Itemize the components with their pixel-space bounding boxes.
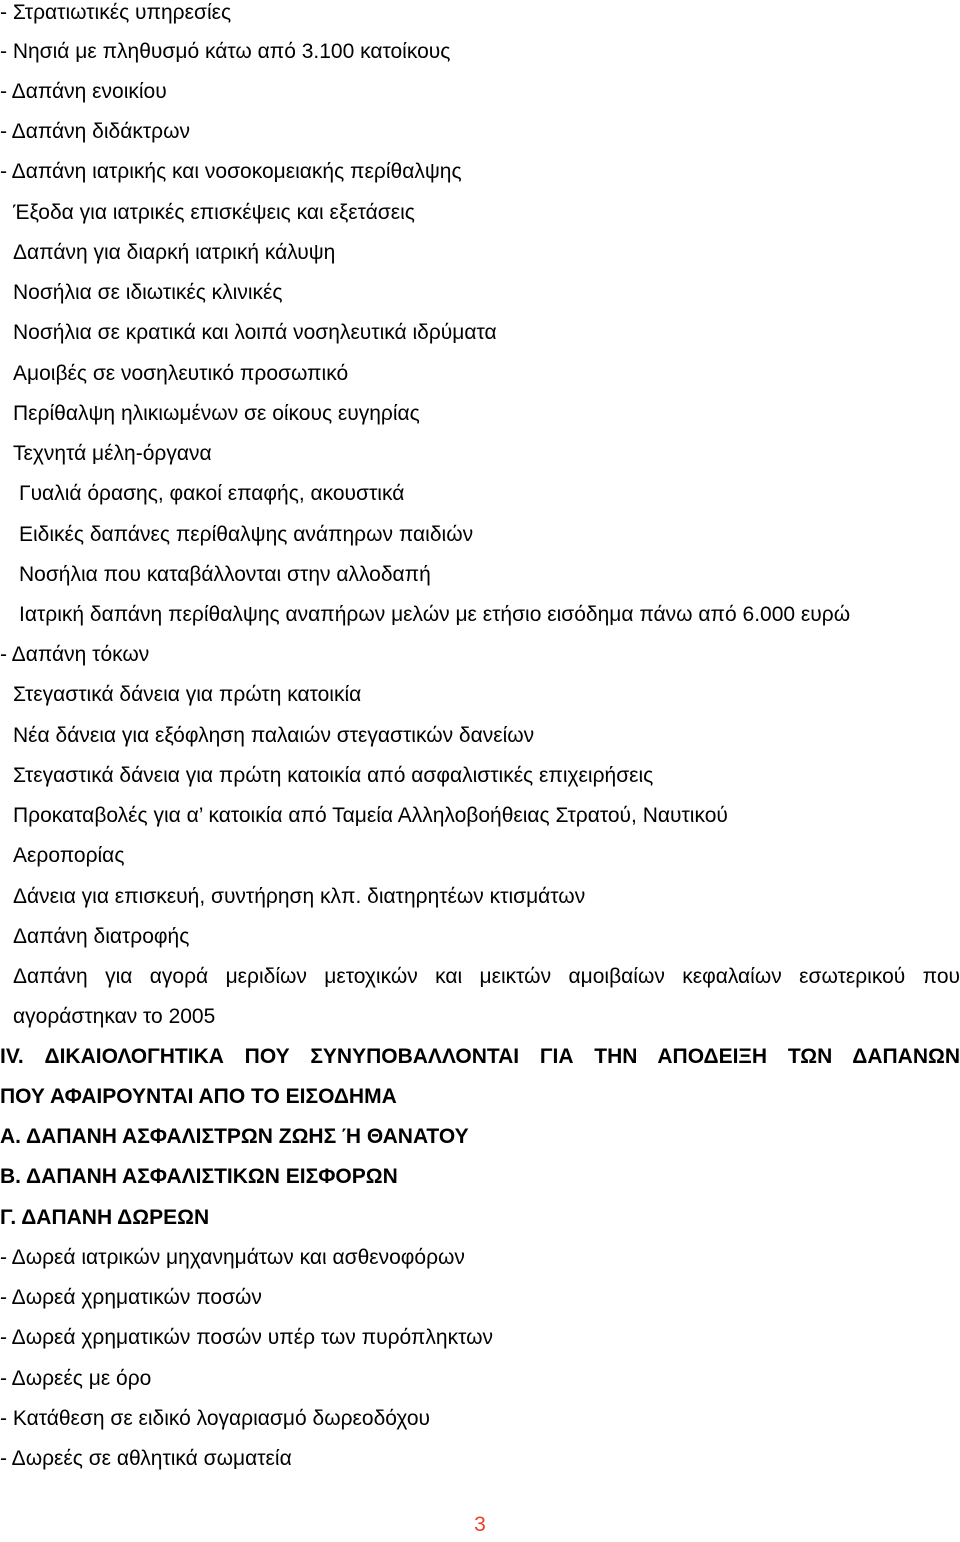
list-item: - Δωρεά χρηματικών ποσών υπέρ των πυρόπληκτων [0,1326,493,1349]
interest-item: αγοράστηκαν το 2005 [13,1005,216,1028]
interest-item: Στεγαστικά δάνεια για πρώτη κατοικία από ασφαλιστικές επιχειρήσεις [13,764,654,787]
medical-item: Νοσήλια που καταβάλλονται στην αλλοδαπή [19,563,431,586]
section-heading: ΠΟΥ ΑΦΑΙΡΟΥΝΤΑΙ ΑΠΟ ΤΟ ΕΙΣΟΔΗΜΑ [0,1085,397,1108]
medical-item: Έξοδα για ιατρικές επισκέψεις και εξετάσεις [13,201,415,224]
list-item: - Δαπάνη ενοικίου [0,80,167,103]
interest-item: Δαπάνη για αγορά μεριδίων μετοχικών και μεικτών αμοιβαίων κεφαλαίων εσωτερικού που [13,965,960,988]
page-number: 3 [474,1513,486,1536]
list-item: - Στρατιωτικές υπηρεσίες [0,1,232,24]
interest-item: Νέα δάνεια για εξόφληση παλαιών στεγαστικών δανείων [13,724,535,747]
interest-item: Αεροπορίας [13,844,125,867]
medical-item: Περίθαλψη ηλικιωμένων σε οίκους ευγηρίας [13,402,420,425]
medical-item: Ιατρική δαπάνη περίθαλψης αναπήρων μελών με ετήσιο εισόδημα πάνω από 6.000 ευρώ [19,603,851,626]
list-item: - Δωρεά ιατρικών μηχανημάτων και ασθενοφόρων [0,1246,465,1269]
medical-item: Γυαλιά όρασης, φακοί επαφής, ακουστικά [19,482,405,505]
medical-item: Νοσήλια σε ιδιωτικές κλινικές [13,281,283,304]
medical-item: Δαπάνη για διαρκή ιατρική κάλυψη [13,241,336,264]
list-item: - Κατάθεση σε ειδικό λογαριασμό δωρεοδόχου [0,1407,430,1430]
list-item: - Δαπάνη ιατρικής και νοσοκομειακής περίθαλψης [0,160,462,183]
interest-item: Δάνεια για επισκευή, συντήρηση κλπ. διατηρητέων κτισμάτων [13,885,586,908]
interest-item: Στεγαστικά δάνεια για πρώτη κατοικία [13,683,362,706]
interest-item: Δαπάνη διατροφής [13,925,190,948]
section-heading: IV. ΔΙΚΑΙΟΛΟΓΗΤΙΚΑ ΠΟΥ ΣΥΝΥΠΟΒΑΛΛΟΝΤΑΙ ΓΙΑ ΤΗΝ ΑΠΟΔΕΙΞΗ ΤΩΝ ΔΑΠΑΝΩΝ [0,1045,960,1068]
medical-item: Νοσήλια σε κρατικά και λοιπά νοσηλευτικά ιδρύματα [13,321,497,344]
medical-item: Ειδικές δαπάνες περίθαλψης ανάπηρων παιδιών [19,523,474,546]
list-item: - Δωρεές με όρο [0,1367,152,1390]
list-item: - Νησιά με πληθυσμό κάτω από 3.100 κατοίκους [0,40,451,63]
list-item: - Δωρεές σε αθλητικά σωματεία [0,1447,292,1470]
list-item: - Δωρεά χρηματικών ποσών [0,1286,262,1309]
subsection-heading: Γ. ΔΑΠΑΝΗ ΔΩΡΕΩΝ [0,1206,210,1229]
list-item: - Δαπάνη τόκων [0,643,150,666]
subsection-heading: Α. ΔΑΠΑΝΗ ΑΣΦΑΛΙΣΤΡΩΝ ΖΩΗΣ Ή ΘΑΝΑΤΟΥ [0,1125,469,1148]
interest-item: Προκαταβολές για α’ κατοικία από Ταμεία Αλληλοβοήθειας Στρατού, Ναυτικού [13,804,728,827]
list-item: - Δαπάνη διδάκτρων [0,120,191,143]
medical-item: Τεχνητά μέλη-όργανα [13,442,212,465]
medical-item: Αμοιβές σε νοσηλευτικό προσωπικό [13,362,349,385]
subsection-heading: Β. ΔΑΠΑΝΗ ΑΣΦΑΛΙΣΤΙΚΩΝ ΕΙΣΦΟΡΩΝ [0,1165,398,1188]
